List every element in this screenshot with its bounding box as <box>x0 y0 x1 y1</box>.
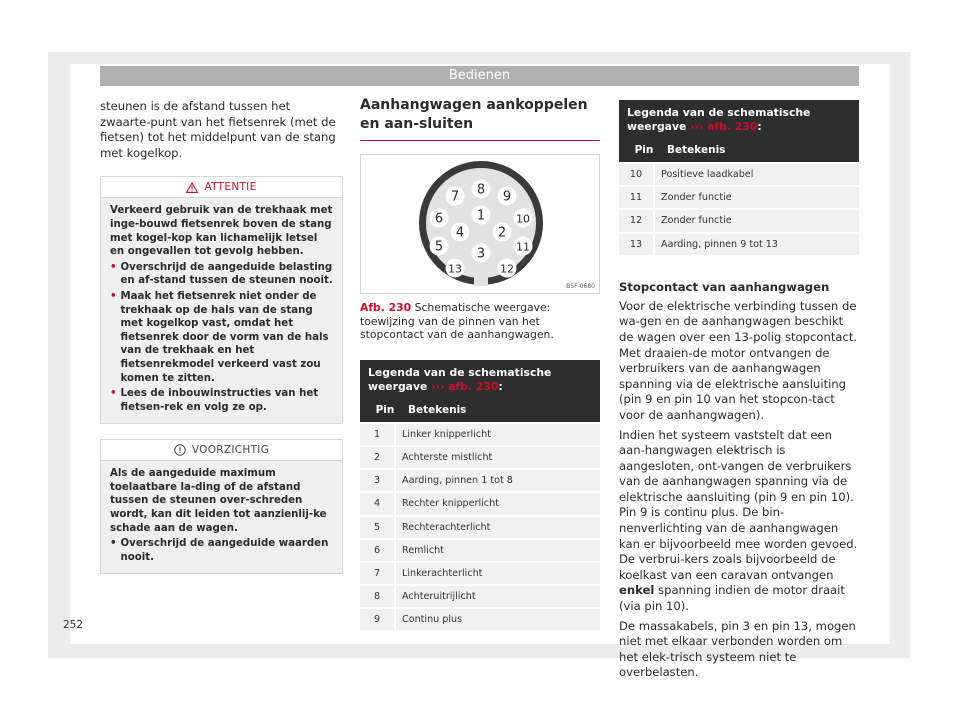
legend-rows <box>619 162 859 255</box>
legend-ref-link[interactable]: ››› afb. 230 <box>431 379 499 393</box>
table-row: 5 Rechterachterlicht <box>360 515 600 538</box>
table-row: 4 Rechter knipperlicht <box>360 491 600 514</box>
socket-pin-label: 13 <box>448 262 462 276</box>
bullet-dot-icon: • <box>110 290 117 302</box>
figure-code: B5F-0680 <box>566 283 595 290</box>
socket-pin-label: 8 <box>476 182 486 198</box>
table-row: 13 Aarding, pinnen 9 tot 13 <box>619 232 859 255</box>
table-row: 12 Zonder functie <box>619 208 859 231</box>
emphasis: enkel <box>619 583 655 598</box>
legend-title: Legenda van de schematische weergave <box>627 106 811 133</box>
info-circle-icon <box>174 444 186 456</box>
caution-title: VOORZICHTIG <box>191 444 270 457</box>
socket-pin-label: 5 <box>434 239 444 255</box>
legend-header: Legenda van de schematische weergave ››› afb. 230: Pin Betekenis <box>360 360 600 422</box>
table-row: 1 Linker knipperlicht <box>360 422 600 445</box>
table-row: 8 Achteruitrijlicht <box>360 584 600 607</box>
caution-bullet: • Overschrijd de aangeduide waarden nooit. <box>110 538 329 563</box>
legend-header: Legenda van de schematische weergave ››› afb. 230: Pin Betekenis <box>619 100 859 162</box>
figure-caption <box>360 301 600 342</box>
socket-pin-label: 11 <box>516 240 530 254</box>
page-number: 252 <box>63 619 84 631</box>
socket-pin-12 <box>498 259 517 278</box>
socket-pin-3 <box>472 244 491 263</box>
warning-triangle-icon <box>186 182 198 193</box>
socket-pin-9 <box>498 187 517 206</box>
table-row: 9 Continu plus <box>360 607 600 630</box>
socket-pin-1 <box>472 206 491 225</box>
socket-pin-label: 10 <box>516 212 530 226</box>
socket-pin-8 <box>472 180 491 199</box>
warning-text: Verkeerd gebruik van de trekhaak met inge-bouwd fietsenrek boven de stang met kogel-kop kan lichamelijk letsel en ongevallen tot gevolg hebben. <box>110 205 333 258</box>
legend-table-1 <box>360 360 600 631</box>
socket-pin-label: 4 <box>455 225 465 241</box>
bullet-dot-icon: • <box>110 261 117 273</box>
socket-pin-4 <box>451 223 470 242</box>
warning-body <box>101 198 342 423</box>
legend-ref-link[interactable]: ››› afb. 230 <box>690 120 758 133</box>
legend-rows <box>360 422 600 631</box>
col-header-pin: Pin <box>375 403 395 416</box>
caution-box <box>100 439 343 574</box>
socket-pin-2 <box>493 223 512 242</box>
socket-figure <box>360 154 600 294</box>
socket-pin-5 <box>430 237 449 256</box>
table-row: 2 Achterste mistlicht <box>360 445 600 468</box>
socket-pin-6 <box>430 209 449 228</box>
socket-pin-label: 9 <box>502 189 512 205</box>
warning-header <box>101 177 342 198</box>
caption-text: Schematische weergave: toewijzing van de pinnen van het stopcontact van de aanhangwagen. <box>360 301 554 342</box>
middle-column <box>360 96 600 630</box>
col-header-meaning: Betekenis <box>667 144 726 156</box>
col-header-meaning: Betekenis <box>408 403 467 416</box>
right-column <box>619 96 859 681</box>
socket-pin-label: 12 <box>500 262 514 276</box>
caution-header <box>101 440 342 461</box>
caption-ref: Afb. 230 <box>360 301 412 314</box>
paragraph: Indien het systeem vaststelt dat een aan-hangwagen elektrisch is aangesloten, ont-vangen de verbruikers van de aanhangwagen spanning via de elektrische aansluiting (pin 9 en pin 10). Pin 9 is continu plus. De bin-nenverlichting van de aanhangwagen kan er bijvoorbeeld mee worden gevoed. De verbrui-kers zoals bijvoorbeeld de koelkast van een caravan ontvangen enkel spanning indien de motor draait (via pin 10). <box>619 427 858 614</box>
socket-pin-label: 2 <box>497 225 507 241</box>
legend-table-2 <box>619 100 859 255</box>
table-row: 6 Remlicht <box>360 538 600 561</box>
legend-title: Legenda van de schematische weergave <box>368 365 552 393</box>
table-row: 10 Positieve laadkabel <box>619 162 859 185</box>
warning-box <box>100 176 343 424</box>
caution-body <box>101 461 342 573</box>
socket-pin-10 <box>514 209 533 228</box>
socket-pin-label: 3 <box>476 246 486 262</box>
socket-pin-7 <box>446 187 465 206</box>
bullet-dot-icon: • <box>110 388 117 400</box>
warning-bullet: • Lees de inbouwinstructies van het fietsen-rek en volg ze op. <box>110 388 319 413</box>
warning-bullet: • Maak het fietsenrek niet onder de trekhaak op de hals van de stang met kogelkop vast, omdat het fietsenrek door de vorm van de hals van de trekhaak en het fietsenrekmodel verkeerd vast zou komen te zitten. <box>110 290 329 384</box>
warning-title: ATTENTIE <box>204 181 257 194</box>
paragraph: De massakabels, pin 3 en pin 13, mogen niet met elkaar verbonden worden om het elek-trisch systeem niet te overbelasten. <box>619 618 856 680</box>
table-row: 3 Aarding, pinnen 1 tot 8 <box>360 468 600 491</box>
table-row: 11 Zonder functie <box>619 185 859 208</box>
socket-pin-label: 7 <box>450 189 460 205</box>
subsection-title: Stopcontact van aanhangwagen <box>619 279 830 294</box>
col-header-pin: Pin <box>634 144 654 156</box>
warning-bullet: • Overschrijd de aangeduide belasting en af-stand tussen de steunen nooit. <box>110 261 333 287</box>
socket-pin-13 <box>446 259 465 278</box>
intro-text: steunen is de afstand tussen het zwaarte-punt van het fietsenrek (met de fietsen) tot het middelpunt van de stang met kogelkop. <box>100 99 336 160</box>
body-paragraphs <box>619 299 859 681</box>
socket-key-notch <box>474 276 488 286</box>
table-row: 7 Linkerachterlicht <box>360 561 600 584</box>
left-column <box>100 96 343 574</box>
socket-diagram <box>361 155 599 293</box>
bullet-dot-icon: • <box>110 538 117 550</box>
paragraph: Voor de elektrische verbinding tussen de wa-gen en de aanhangwagen beschikt de wagen over een 13-polig stopcontact. Met draaien-de motor ontvangen de verbruikers van de aanhangwagen spanning via de elektrische aansluiting (pin 9 en pin 10 van het stopcon-tact voor de aanhangwagen). <box>619 298 858 422</box>
socket-pin-11 <box>514 237 533 256</box>
section-title: Aanhangwagen aankoppelen en aan-sluiten <box>360 96 600 141</box>
socket-pin-label: 6 <box>434 211 444 227</box>
chapter-header: Bedienen <box>100 66 859 86</box>
socket-pin-label: 1 <box>476 208 486 224</box>
caution-text: Als de aangeduide maximum toelaatbare la-ding of de afstand tussen de steunen over-schreden wordt, kan dit leiden tot aanzienlij-ke schade aan de wagen. <box>110 468 327 534</box>
